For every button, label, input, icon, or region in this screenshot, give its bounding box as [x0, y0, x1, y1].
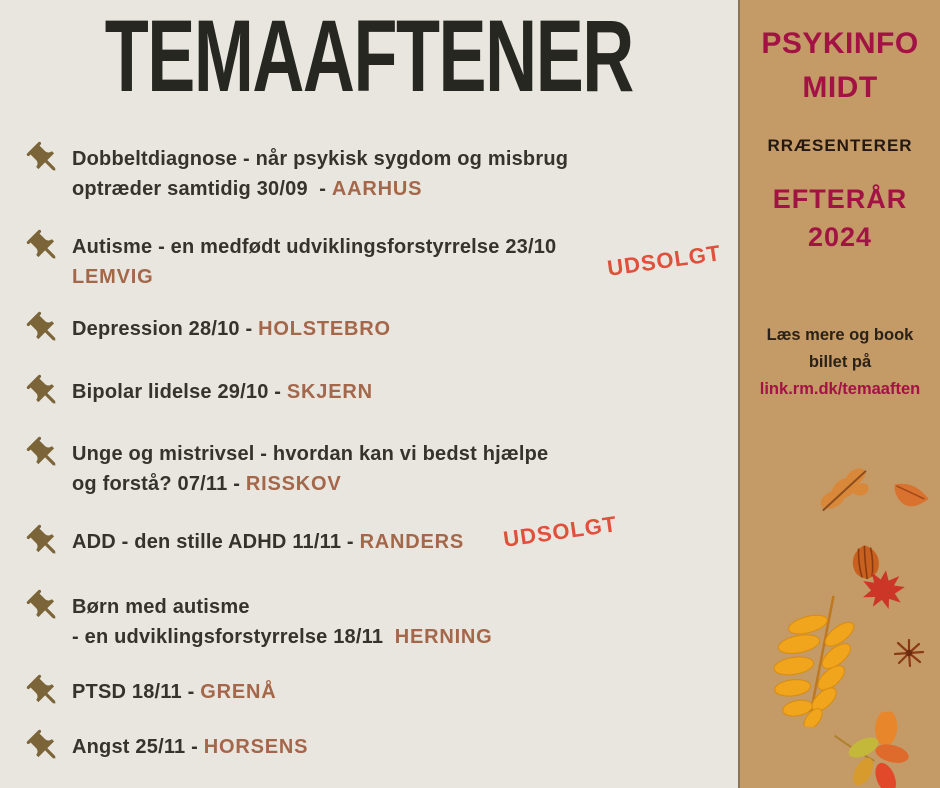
title-wrap [0, 0, 738, 114]
pushpin-icon [25, 310, 63, 348]
pushpin-icon [25, 523, 63, 561]
pushpin-icon [25, 140, 63, 178]
event-title: Depression 28/10 - [72, 318, 259, 340]
event-text [72, 732, 738, 762]
season-label: EFTERÅR 2024 [772, 184, 908, 252]
event-text [72, 377, 738, 407]
event-location: RANDERS [359, 531, 465, 553]
event-title: Dobbeltdiagnose - når psykisk sygdom og misbrug [72, 148, 569, 170]
event-item [0, 439, 738, 499]
event-location: HOLSTEBRO [258, 318, 391, 340]
creeper-leaf-icon [827, 710, 917, 788]
event-item [0, 232, 738, 292]
maple-leaf-icon [857, 566, 909, 617]
event-location: HORSENS [203, 736, 309, 758]
event-location: RISSKOV [245, 473, 342, 495]
event-title: Børn med autisme [72, 596, 250, 618]
brand-title: PSYKINFO MIDT [761, 27, 919, 104]
event-title: ADD - den stille ADHD 11/11 - [72, 531, 360, 553]
event-location: LEMVIG [72, 266, 154, 288]
event-title: og forstå? 07/11 - [72, 473, 246, 495]
event-title: optræder samtidig 30/09 - [72, 178, 332, 200]
event-text [72, 314, 738, 344]
event-item [0, 592, 738, 652]
event-title: - en udviklingsforstyrrelse 18/11 [72, 626, 395, 648]
event-item [0, 314, 738, 344]
pushpin-icon [25, 228, 63, 266]
events-list [0, 144, 738, 762]
small-leaf-icon [887, 478, 933, 521]
pushpin-icon [25, 728, 63, 766]
booking-link-text: link.rm.dk/temaaften [759, 380, 921, 398]
event-text [72, 439, 738, 499]
sold-out-badge: UDSOLGT [501, 511, 619, 552]
event-title: Autisme - en medfødt udviklingsforstyrrelse 23/10 [72, 236, 557, 258]
pushpin-icon [25, 435, 63, 473]
booking-info-text: Læs mere og book billet på [766, 326, 914, 371]
pushpin-icon [25, 588, 63, 626]
event-location: AARHUS [331, 178, 423, 200]
pushpin-icon [25, 673, 63, 711]
event-item [0, 144, 738, 204]
page-title: TEMAAFTENER [104, 0, 634, 114]
event-title: Angst 25/11 - [72, 736, 204, 758]
event-text [72, 592, 738, 652]
rowan-leaf-icon [766, 591, 863, 735]
event-item [0, 511, 738, 557]
sidebar [738, 0, 940, 788]
event-title: PTSD 18/11 - [72, 681, 201, 703]
presents-label: RRÆSENTERER [767, 136, 913, 155]
event-location: SKJERN [286, 381, 373, 403]
event-text [72, 527, 738, 557]
event-title: Bipolar lidelse 29/10 - [72, 381, 287, 403]
event-text [72, 677, 738, 707]
event-item [0, 377, 738, 407]
event-title: Unge og mistrivsel - hvordan kan vi bedst hjælpe [72, 443, 549, 465]
oak-leaf-icon [815, 463, 876, 520]
star-anise-icon [893, 638, 925, 673]
sold-out-badge: UDSOLGT [606, 240, 724, 281]
event-item [0, 677, 738, 707]
event-text [72, 144, 738, 204]
event-location: HERNING [394, 626, 493, 648]
event-item [0, 732, 738, 762]
pushpin-icon [25, 373, 63, 411]
event-location: GRENÅ [200, 681, 277, 703]
